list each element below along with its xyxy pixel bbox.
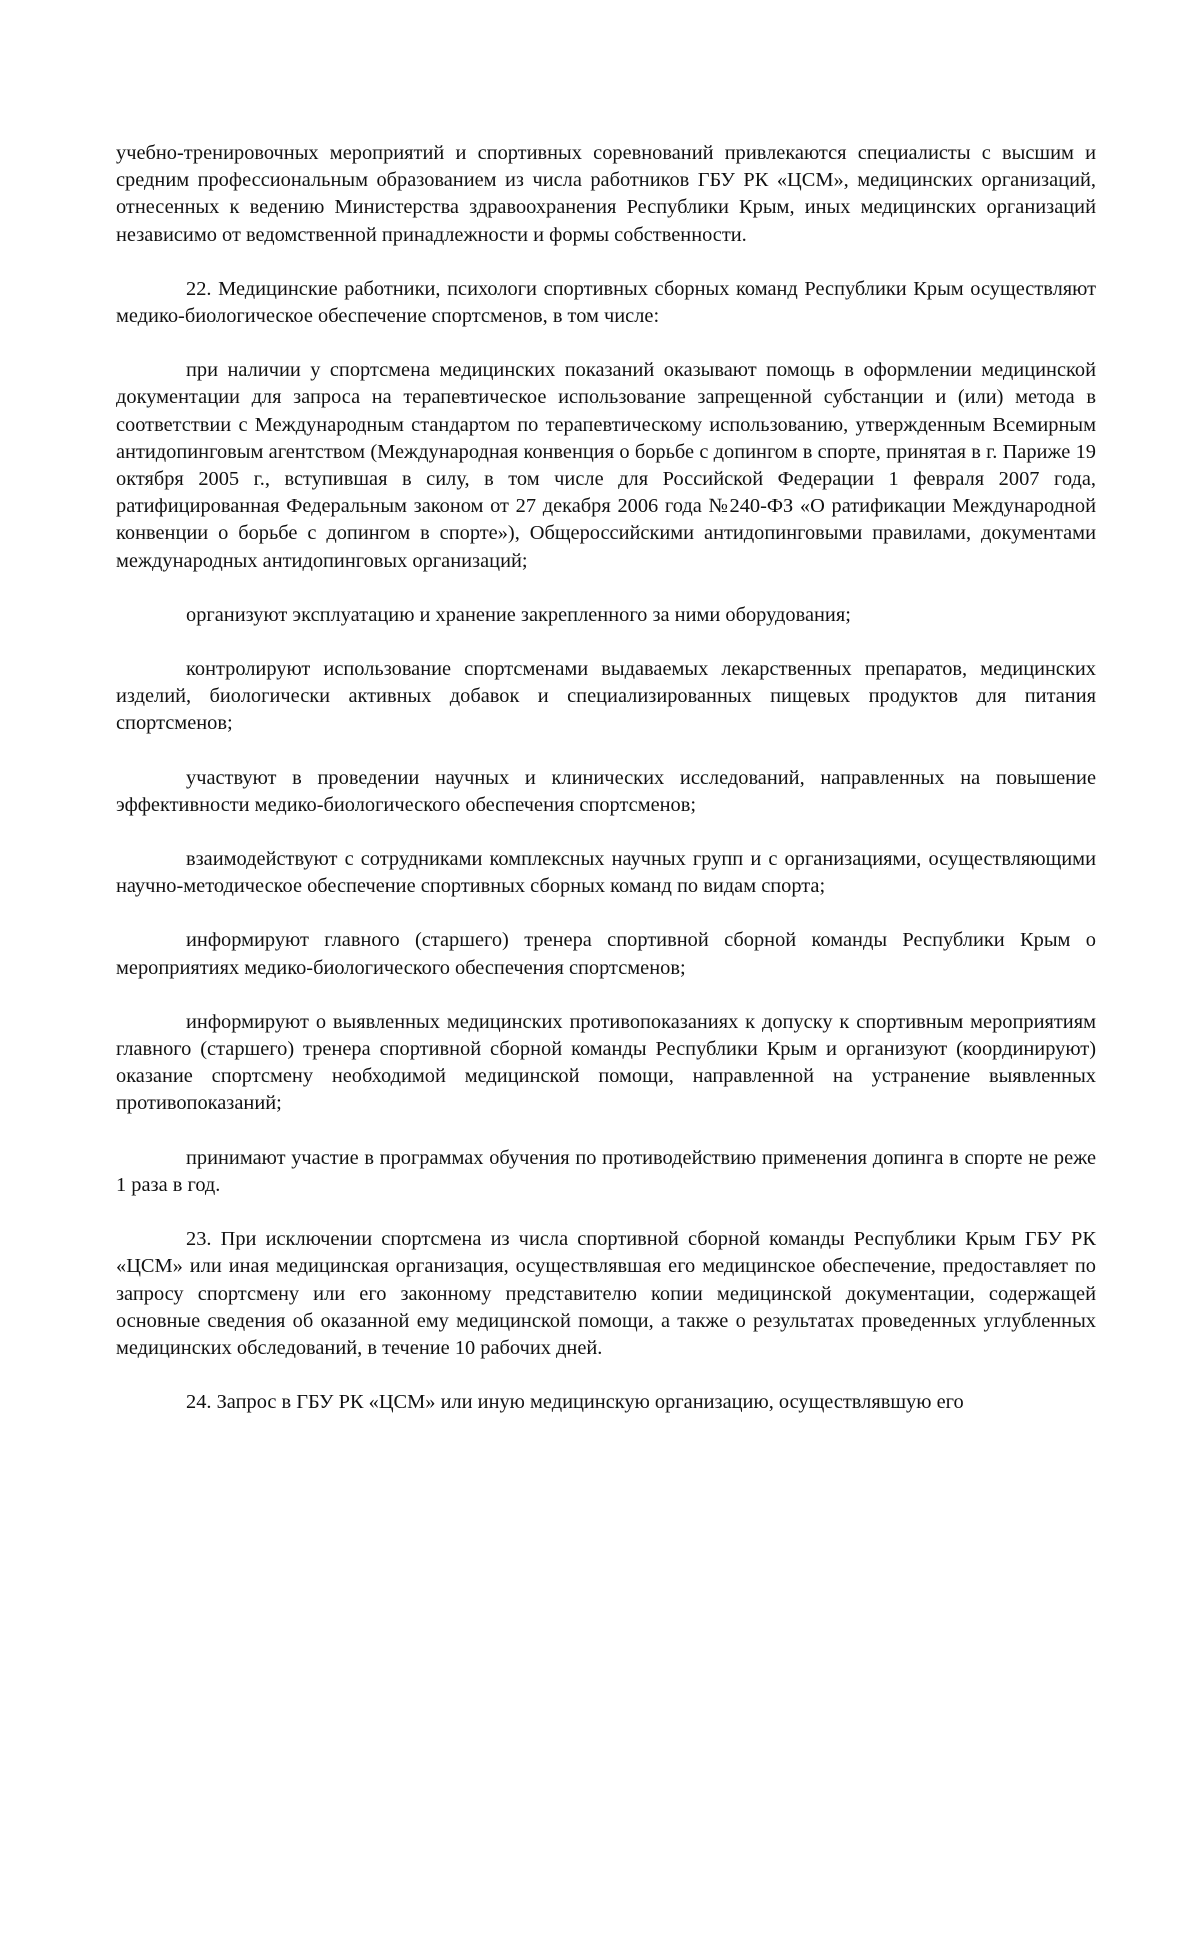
paragraph-cooperation: взаимодействуют с сотрудниками комплексных научных групп и с организациями, осуществляющими научно-методическое обеспечение спортивных сборных команд по видам спорта; [116,848,1096,898]
paragraph-inform-coach: информируют главного (старшего) тренера спортивной сборной команды Республики Крым о мероприятиях медико-биологического обеспечения спортсменов; [116,929,1096,979]
paragraph-contraindications: информируют о выявленных медицинских противопоказаниях к допуску к спортивным мероприятиям главного (старшего) тренера спортивной сборной команды Республики Крым и организуют (координируют) оказание спортсмену необходимой медицинской помощи, направленной на устранение выявленных противопоказаний; [116,1010,1096,1115]
paragraph-research: участвуют в проведении научных и клинических исследований, направленных на повышение эффективности медико-биологического обеспечения спортсменов; [116,766,1096,816]
document-page [116,140,1096,1416]
paragraph-clause-22: 22. Медицинские работники, психологи спортивных сборных команд Республики Крым осуществляют медико-биологическое обеспечение спортсменов, в том числе: [116,277,1096,328]
paragraph-antidoping-training: принимают участие в программах обучения по противодействию применения допинга в спорте не реже 1 раза в год. [116,1146,1096,1196]
paragraph-medical-documentation: при наличии у спортсмена медицинских показаний оказывают помощь в оформлении медицинской документации для запроса на терапевтическое использование запрещенной субстанции и (или) метода в соответствии с Международным стандартом по терапевтическому использованию, утвержденным Всемирным антидопинговым агентством (Международная конвенция о борьбе с допингом в спорте, принятая в г. Париже 19 октября 2005 г., вступившая в силу, в том числе для Российской Федерации 1 февраля 2007 года, ратифицированная Федеральным законом от 27 декабря 2006 года №240-ФЗ «О ратификации Международной конвенции о борьбе с допингом в спорте»), Общероссийскими антидопинговыми правилами, документами международных антидопинговых организаций; [116,359,1096,572]
paragraph-clause-23: 23. При исключении спортсмена из числа спортивной сборной команды Республики Крым ГБУ РК «ЦСМ» или иная медицинская организация, осуществлявшая его медицинское обеспечение, предоставляет по запросу спортсмену или его законному представителю копии медицинской документации, содержащей основные сведения об оказанной ему медицинской помощи, а также о результатах проведенных углубленных медицинских обследований, в течение 10 рабочих дней. [116,1228,1096,1359]
paragraph-clause-24: 24. Запрос в ГБУ РК «ЦСМ» или иную медицинскую организацию, осуществлявшую его [186,1391,964,1414]
paragraph-equipment: организуют эксплуатацию и хранение закрепленного за ними оборудования; [186,603,851,626]
paragraph-continuation: учебно-тренировочных мероприятий и спортивных соревнований привлекаются специалисты с высшим и средним профессиональным образованием из числа работников ГБУ РК «ЦСМ», медицинских организаций, отнесенных к ведению Министерства здравоохранения Республики Крым, иных медицинских организаций независимо от ведомственной принадлежности и формы собственности. [116,142,1096,246]
paragraph-medication-control: контролируют использование спортсменами выдаваемых лекарственных препаратов, медицинских изделий, биологически активных добавок и специализированных пищевых продуктов для питания спортсменов; [116,658,1096,735]
